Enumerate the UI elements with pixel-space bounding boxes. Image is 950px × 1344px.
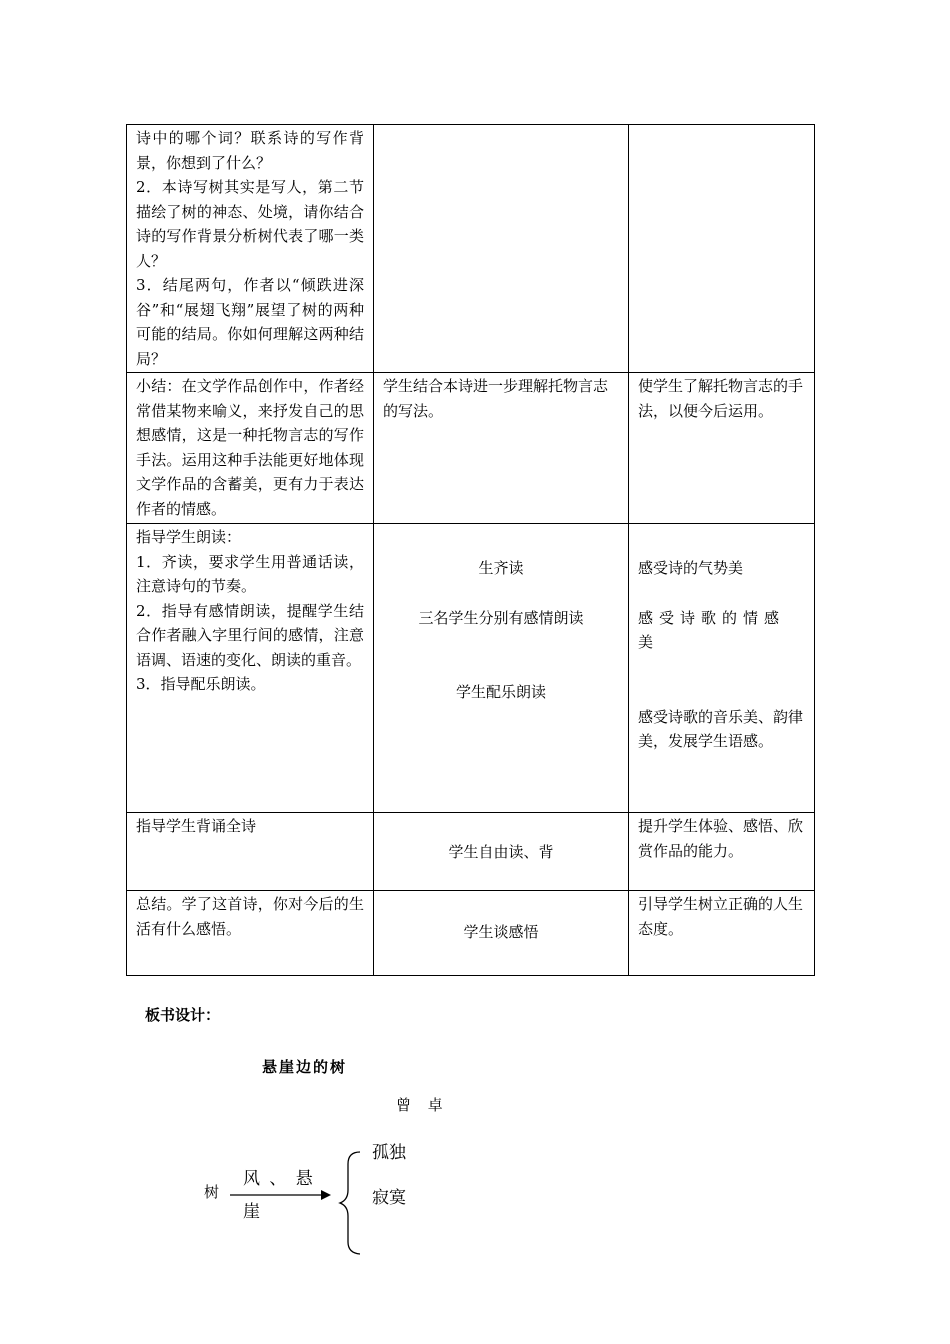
cell-text: 感受诗歌的音乐美、韵律美，发展学生语感。 <box>638 707 804 750</box>
board-design-label: 板书设计： <box>145 1006 221 1024</box>
cell-text: 学生谈感悟 <box>463 923 539 941</box>
curly-brace-icon <box>340 1152 360 1254</box>
cell-text: 感受诗歌的情感美 <box>638 608 786 651</box>
cell-text: 3．结尾两句，作者以“倾跌进深谷”和“展翅飞翔”展望了树的两种可能的结局。你如何理解这两种结局？ <box>136 276 364 368</box>
cell-text: 感受诗的气势美 <box>638 559 744 577</box>
cell-text: 总结。学了这首诗，你对今后的生活有什么感悟。 <box>136 895 364 938</box>
diagram-subject: 树 <box>204 1183 220 1201</box>
cell-text: 学生自由读、背 <box>448 843 554 861</box>
cell-text: 生齐读 <box>478 559 524 577</box>
cell-text: 诗中的哪个词？联系诗的写作背景，你想到了什么？ <box>136 129 364 172</box>
cell-text: 3．指导配乐朗读。 <box>136 675 266 693</box>
cell-text: 2．指导有感情朗读，提醒学生结合作者融入字里行间的感情，注意语调、语速的变化、朗读的重音。 <box>136 601 364 669</box>
cell-text: 引导学生树立正确的人生态度。 <box>638 895 804 938</box>
board-title: 悬崖边的树 <box>262 1058 348 1076</box>
cell-text: 学生配乐朗读 <box>455 683 546 701</box>
trait-item: 孤独 <box>372 1143 406 1163</box>
cell-text: 指导学生背诵全诗 <box>136 817 257 835</box>
cell-text: 1．齐读，要求学生用普通话读，注意诗句的节奏。 <box>136 552 364 595</box>
cell-text: 2．本诗写树其实是写人，第二节描绘了树的神态、处境，请你结合诗的写作背景分析树代表了哪一类人？ <box>136 178 364 270</box>
cell-text: 提升学生体验、感悟、欣赏作品的能力。 <box>638 817 804 860</box>
cell-text: 学生结合本诗进一步理解托物言志的写法。 <box>383 377 609 420</box>
cell-text: 使学生了解托物言志的手法，以便今后运用。 <box>638 377 804 420</box>
arrow-head-icon <box>321 1190 331 1200</box>
arrow-label-bottom: 崖 <box>243 1202 260 1222</box>
cell-text: 三名学生分别有感情朗读 <box>418 608 584 627</box>
trait-item: 寂寞 <box>372 1188 406 1208</box>
cell-text: 指导学生朗读： <box>136 528 242 546</box>
board-author: 曾 卓 <box>396 1096 449 1114</box>
arrow-label-top: 风 、 悬 <box>243 1169 315 1189</box>
cell-text: 小结：在文学作品创作中，作者经常借某物来喻义，来抒发自己的思想感情，这是一种托物言志的写作手法。运用这种手法能更好地体现文学作品的含蓄美，更有力于表达作者的情感。 <box>136 377 364 518</box>
